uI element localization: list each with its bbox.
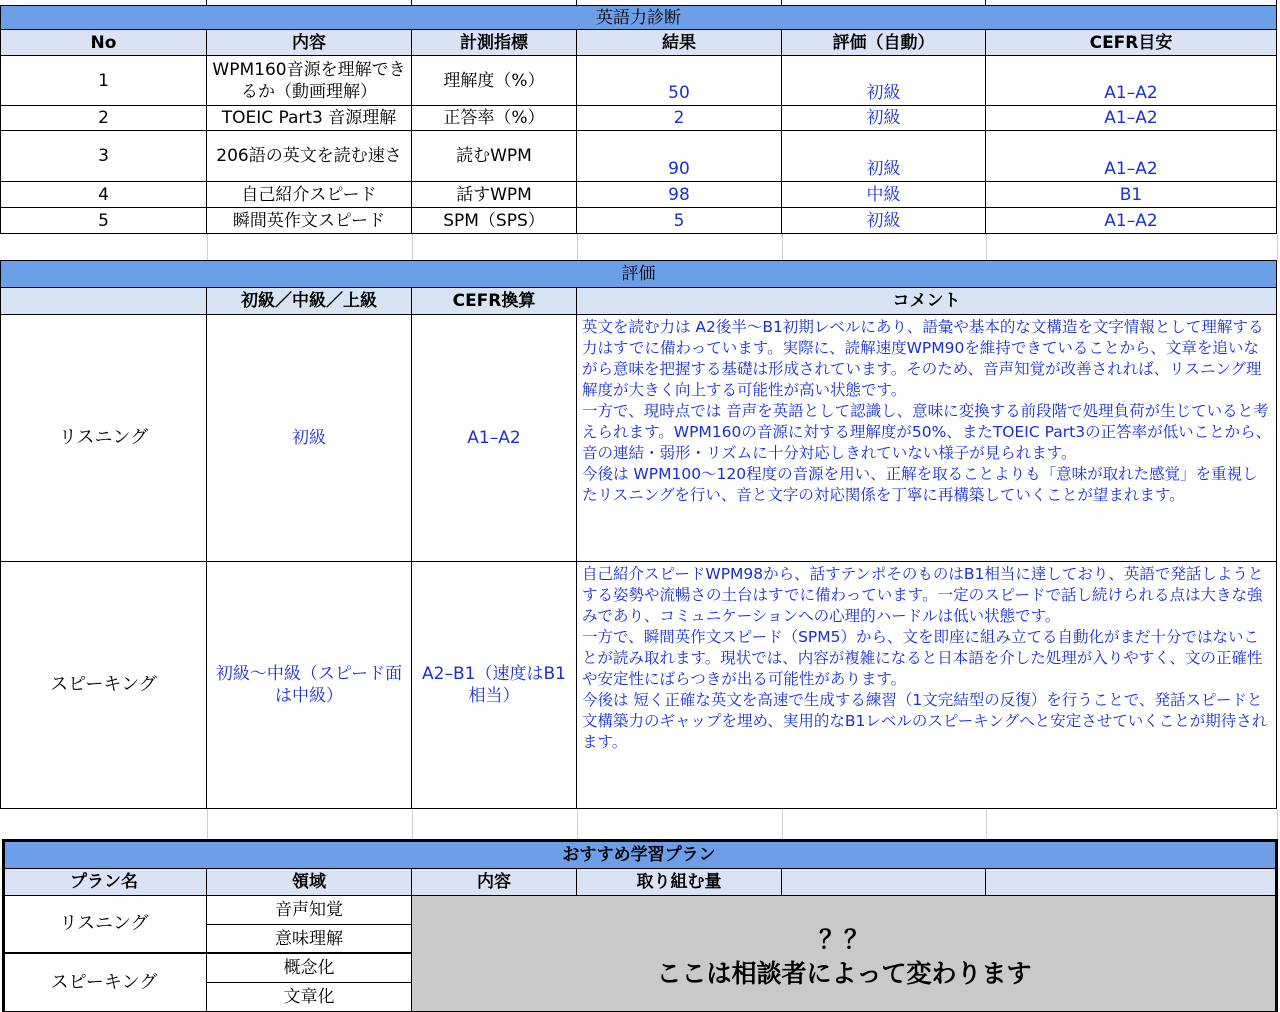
eval-header-comment[interactable]: コメント bbox=[577, 288, 1277, 315]
row-result[interactable]: 90 bbox=[577, 131, 782, 182]
row-content[interactable]: WPM160音源を理解できるか（動画理解） bbox=[207, 56, 412, 106]
plan-name-listening[interactable]: リスニング bbox=[2, 896, 207, 954]
row-cefr[interactable]: A1–A2 bbox=[986, 106, 1277, 131]
row-content[interactable]: 自己紹介スピード bbox=[207, 182, 412, 208]
row-eval[interactable]: 初級 bbox=[782, 131, 986, 182]
plan-header-amount[interactable]: 取り組む量 bbox=[577, 869, 782, 896]
plan-header-area[interactable]: 領域 bbox=[207, 869, 412, 896]
plan-area[interactable]: 意味理解 bbox=[207, 925, 412, 954]
header-content[interactable]: 内容 bbox=[207, 30, 412, 56]
eval-level-speaking[interactable]: 初級〜中級（スピード面は中級） bbox=[207, 562, 412, 809]
header-result[interactable]: 結果 bbox=[577, 30, 782, 56]
plan-header-content[interactable]: 内容 bbox=[412, 869, 577, 896]
eval-comment-listening[interactable]: 英文を読む力は A2後半〜B1初期レベルにあり、語彙や基本的な文構造を文字情報として理解する力はすでに備わっています。実際に、読解速度WPM90を維持できていることから、文章を追いながら意味を把握する基礎は形成されています。そのため、音声知覚が改善されれば、リスニング理解度が大きく向上する可能性が高い状態です。 一方で、現時点では 音声を英語として認識し、意味に変換する前段階で処理負荷が生じていると考えられます。WPM160の音源に対する理解度が50%、またTOEIC Part3の正答率が低いことから、音の連結・弱形・リズムに十分対応しきれていない様子が見られます。 今後は WPM100〜120程度の音源を用い、正解を取ることよりも「意味が取れた感覚」を重視したリスニングを行い、音と文字の対応関係を丁寧に再構築していくことが望まれます。 bbox=[577, 315, 1277, 562]
plan-header-blank[interactable] bbox=[782, 869, 986, 896]
row-result[interactable]: 50 bbox=[577, 56, 782, 106]
eval-level-listening[interactable]: 初級 bbox=[207, 315, 412, 562]
row-metric[interactable]: 理解度（%） bbox=[412, 56, 577, 106]
row-result[interactable]: 5 bbox=[577, 208, 782, 234]
eval-skill-listening[interactable]: リスニング bbox=[0, 315, 207, 562]
plan-note-line2: ここは相談者によって変わります bbox=[656, 958, 1032, 988]
row-no[interactable]: 2 bbox=[0, 106, 207, 131]
row-eval[interactable]: 初級 bbox=[782, 106, 986, 131]
eval-header-blank[interactable] bbox=[0, 288, 207, 315]
header-metric[interactable]: 計測指標 bbox=[412, 30, 577, 56]
plan-title[interactable]: おすすめ学習プラン bbox=[2, 842, 1277, 869]
row-eval[interactable]: 初級 bbox=[782, 208, 986, 234]
eval-skill-speaking[interactable]: スピーキング bbox=[0, 562, 207, 809]
row-no[interactable]: 3 bbox=[0, 131, 207, 182]
row-metric[interactable]: 正答率（%） bbox=[412, 106, 577, 131]
row-result[interactable]: 98 bbox=[577, 182, 782, 208]
row-no[interactable]: 4 bbox=[0, 182, 207, 208]
plan-area[interactable]: 文章化 bbox=[207, 983, 412, 1012]
eval-header-level[interactable]: 初級／中級／上級 bbox=[207, 288, 412, 315]
row-cefr[interactable]: B1 bbox=[986, 182, 1277, 208]
plan-header-blank[interactable] bbox=[986, 869, 1277, 896]
header-no[interactable]: No bbox=[0, 30, 207, 56]
evaluation-title[interactable]: 評価 bbox=[0, 260, 1277, 288]
row-result[interactable]: 2 bbox=[577, 106, 782, 131]
plan-area[interactable]: 音声知覚 bbox=[207, 896, 412, 925]
row-metric[interactable]: SPM（SPS） bbox=[412, 208, 577, 234]
header-cefr[interactable]: CEFR目安 bbox=[986, 30, 1277, 56]
row-content[interactable]: 瞬間英作文スピード bbox=[207, 208, 412, 234]
eval-header-cefr[interactable]: CEFR換算 bbox=[412, 288, 577, 315]
row-cefr[interactable]: A1–A2 bbox=[986, 208, 1277, 234]
header-eval[interactable]: 評価（自動） bbox=[782, 30, 986, 56]
row-eval[interactable]: 初級 bbox=[782, 56, 986, 106]
eval-cefr-listening[interactable]: A1–A2 bbox=[412, 315, 577, 562]
plan-area[interactable]: 概念化 bbox=[207, 954, 412, 983]
eval-comment-speaking[interactable]: 自己紹介スピードWPM98から、話すテンポそのものはB1相当に達しており、英語で発話しようとする姿勢や流暢さの土台はすでに備わっています。一定のスピードで話し続けられる点は大きな強みであり、コミュニケーションへの心理的ハードルは低い状態です。 一方で、瞬間英作文スピード（SPM5）から、文を即座に組み立てる自動化がまだ十分ではないことが読み取れます。現状では、内容が複雑になると日本語を介した処理が入りやすく、文の正確性や安定性にばらつきが出る可能性があります。 今後は 短く正確な英文を高速で生成する練習（1文完結型の反復）を行うことで、発話スピードと文構築力のギャップを埋め、実用的なB1レベルのスピーキングへと安定させていくことが期待されます。 bbox=[577, 562, 1277, 809]
row-content[interactable]: TOEIC Part3 音源理解 bbox=[207, 106, 412, 131]
diagnosis-title[interactable]: 英語力診断 bbox=[0, 6, 1277, 30]
row-no[interactable]: 1 bbox=[0, 56, 207, 106]
plan-note-line1: ？？ bbox=[818, 924, 869, 954]
eval-cefr-speaking[interactable]: A2–B1（速度はB1相当） bbox=[412, 562, 577, 809]
row-eval[interactable]: 中級 bbox=[782, 182, 986, 208]
plan-name-speaking[interactable]: スピーキング bbox=[2, 954, 207, 1012]
row-no[interactable]: 5 bbox=[0, 208, 207, 234]
row-metric[interactable]: 読むWPM bbox=[412, 131, 577, 182]
plan-header-name[interactable]: プラン名 bbox=[2, 869, 207, 896]
row-content[interactable]: 206語の英文を読む速さ bbox=[207, 131, 412, 182]
row-metric[interactable]: 話すWPM bbox=[412, 182, 577, 208]
row-cefr[interactable]: A1–A2 bbox=[986, 56, 1277, 106]
row-cefr[interactable]: A1–A2 bbox=[986, 131, 1277, 182]
plan-consult-note[interactable] bbox=[412, 896, 1277, 1012]
